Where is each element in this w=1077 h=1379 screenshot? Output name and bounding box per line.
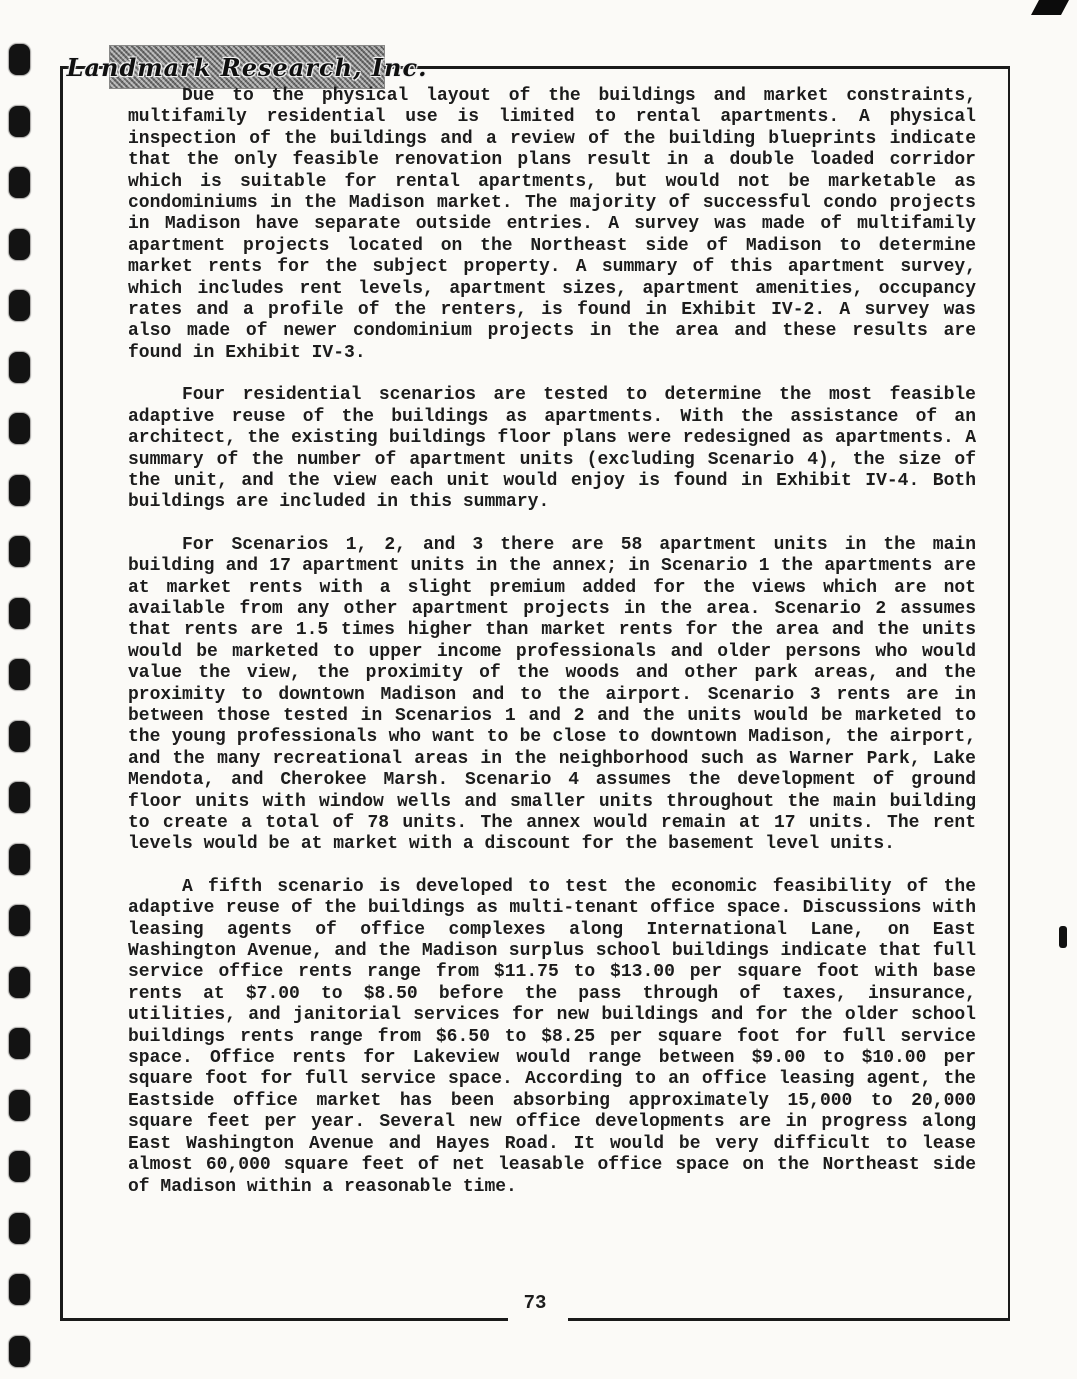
binding-hole <box>9 782 30 813</box>
binding-strip <box>0 0 44 1379</box>
binding-hole <box>9 1151 30 1182</box>
document-body <box>128 86 976 1219</box>
binding-hole <box>9 721 30 752</box>
binding-hole <box>9 229 30 260</box>
company-logo <box>66 46 428 88</box>
paragraph-residential-scenarios: Four residential scenarios are tested to determine the most feasible adaptive reuse of the buildings as apartments. With the assistance of an architect, the existing buildings floor plans were redesigned as apartments. A summary of the number of apartment units (excluding Scenario 4), the size of the unit, and the view each unit would enjoy is found in Exhibit IV-4. Both buildings are included in this summary. <box>128 385 976 513</box>
page-number: 73 <box>523 1292 547 1314</box>
binding-hole <box>9 1274 30 1305</box>
scan-artifact <box>1059 926 1067 948</box>
binding-hole <box>9 352 30 383</box>
binding-hole <box>9 905 30 936</box>
paragraph-fifth-scenario-office: A fifth scenario is developed to test the economic feasibility of the adaptive reuse of the buildings as multi-tenant office space. Discussions with leasing agents of office complexes along International Lane, on East Washington Avenue, and the Madison surplus school buildings indicate that full service office rents range from $11.75 to $13.00 per square foot with base rents at $7.00 to $8.50 before the pass through of taxes, insurance, utilities, and janitorial services for new buildings and for the older school buildings rents range from $6.50 to $8.25 per square foot for full service space. Office rents for Lakeview would range between $9.00 to $10.00 per square foot for full service space. According to an office leasing agent, the Eastside office market has been absorbing approximately 15,000 to 20,000 square feet per year. Several new office developments are in progress along East Washington Avenue and Hayes Road. It would be very difficult to lease almost 60,000 square feet of net leasable office space on the Northeast side of Madison within a reasonable time. <box>128 876 976 1197</box>
binding-hole <box>9 167 30 198</box>
binding-hole <box>9 844 30 875</box>
binding-hole <box>9 44 30 75</box>
binding-hole <box>9 967 30 998</box>
binding-hole <box>9 1090 30 1121</box>
binding-hole <box>9 598 30 629</box>
binding-hole <box>9 106 30 137</box>
company-logo-text: Landmark Research, Inc. <box>66 52 428 82</box>
binding-hole <box>9 1336 30 1367</box>
binding-hole <box>9 290 30 321</box>
binding-hole <box>9 475 30 506</box>
binding-hole <box>9 659 30 690</box>
paragraph-physical-layout: Due to the physical layout of the buildings and market constraints, multifamily residential use is limited to rental apartments. A physical inspection of the buildings and a review of the building blueprints indicate that the only feasible renovation plans result in a double loaded corridor which is suitable for rental apartments, but would not be marketable as condominiums in the Madison market. The majority of successful condo projects in Madison have separate outside entries. A survey was made of multifamily apartment projects located on the Northeast side of Madison to determine market rents for the subject property. A summary of this apartment survey, which includes rent levels, apartment sizes, apartment amenities, occupancy rates and a profile of the renters, is found in Exhibit IV-2. A survey was also made of newer condominium projects in the area and these results are found in Exhibit IV-3. <box>128 86 976 363</box>
page-border-bottom-right <box>568 1318 1010 1321</box>
binding-hole <box>9 413 30 444</box>
scan-artifact <box>1031 0 1069 15</box>
binding-hole <box>9 536 30 567</box>
page-border-bottom-left <box>60 1318 508 1321</box>
binding-hole <box>9 1028 30 1059</box>
paragraph-scenario-details: For Scenarios 1, 2, and 3 there are 58 apartment units in the main building and 17 apartment units in the annex; in Scenario 1 the apartments are at market rents with a slight premium added for the views which are not available from any other apartment projects in the area. Scenario 2 assumes that rents are 1.5 times higher than market rents for the area and the units would be marketed to upper income professionals and older persons who would value the view, the proximity of the woods and other park areas, and the proximity to downtown Madison and to the airport. Scenario 3 rents are in between those tested in Scenarios 1 and 2 and the units would be marketed to the young professionals who want to be close to downtown Madison, the airport, and the many recreational areas in the neighborhood such as Warner Park, Lake Mendota, and Cherokee Marsh. Scenario 4 assumes the development of ground floor units with window wells and smaller units throughout the main building to create a total of 78 units. The annex would remain at 17 units. The rent levels would be at market with a discount for the basement level units. <box>128 534 976 855</box>
binding-hole <box>9 1213 30 1244</box>
